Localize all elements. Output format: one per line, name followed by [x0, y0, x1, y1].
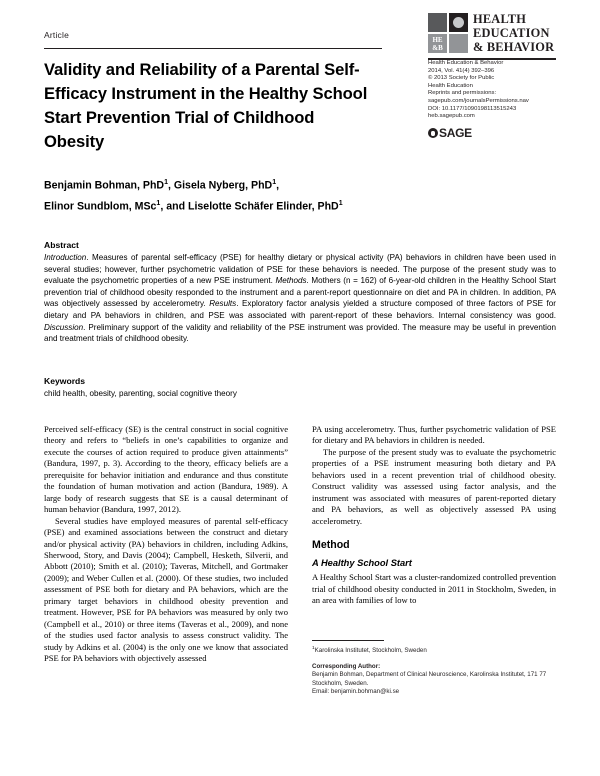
logo-badge-line1: HE: [432, 36, 443, 44]
logo-cell-mid: [449, 34, 468, 53]
abstract-body: [44, 252, 556, 345]
author-1-affiliation-marker: 1: [164, 179, 168, 186]
author-2-affiliation-marker: 1: [272, 179, 277, 186]
sage-wordmark: SAGE: [439, 126, 472, 140]
sage-publisher-logo: [428, 126, 472, 140]
logo-emblem-icon: [449, 13, 468, 32]
paragraph: The purpose of the present study was to evaluate the psychometric properties of a PSE instrument measuring both dietary and PA behaviors used in a recent prevention trial of childhood obesity. Construct validity was assessed using factor analysis, and the instrument was associated with measures of parent-reported dietary and PA behaviors, as well as objectively assessed PA using accelerometry.: [312, 446, 556, 526]
abstract-label-methods: Methods: [275, 276, 307, 286]
footnote-block: [312, 640, 556, 697]
author-3-name: Elinor Sundblom, MSc: [44, 200, 157, 213]
corresponding-author-heading: Corresponding Author:: [312, 662, 381, 670]
corresponding-author-address: Benjamin Bohman, Department of Clinical Neuroscience, Karolinska Institutet, 171 77 Stockholm, Sweden.: [312, 671, 547, 687]
body-column-left: [44, 424, 288, 665]
journal-logo-line3: & BEHAVIOR: [473, 40, 555, 54]
masthead-copyright-2: Health Education: [428, 82, 473, 89]
paragraph: A Healthy School Start was a cluster-randomized controlled prevention trial of childhood obesity conducted in 2011 in Stockholm, Sweden, in an area with families of low to: [312, 572, 556, 605]
sage-globe-icon: [428, 128, 438, 138]
abstract-text-methods: . Mothers (n = 162) of 6-year-old children in the Healthy School Start prevention trial of childhood obesity responded to the instrument and a parent-report questionnaire on diet and PA in children. In addition, PA was objectively assessed by accelerometry.: [44, 276, 556, 309]
author-3-affiliation-marker: 1: [156, 199, 161, 207]
journal-logo: [428, 12, 556, 58]
abstract-label-introduction: Introduction: [44, 253, 87, 262]
abstract-text-discussion: . Preliminary support of the validity and reliability of the PSE instrument was provided. The measure may be useful in prevention and treatment trials of childhood obesity.: [44, 322, 556, 344]
masthead-doi[interactable]: DOI: 10.1177/1090198113515243: [428, 105, 517, 112]
logo-badge: [428, 34, 447, 53]
keywords-heading: Keywords: [44, 376, 86, 386]
author-4-affiliation-marker: 1: [338, 199, 343, 207]
masthead-copyright-1: © 2013 Society for Public: [428, 75, 495, 82]
abstract-heading: Abstract: [44, 240, 79, 250]
abstract-label-discussion: Discussion: [44, 322, 84, 332]
section-heading-method: Method: [312, 539, 350, 552]
logo-cell-dark: [428, 13, 447, 32]
journal-title-logo: [473, 12, 554, 54]
abstract-text-introduction: . Measures of parental self-efficacy (PSE) for healthy dietary or physical activity (PA) behaviors in children have been used in several studies; however, further psychometric validation of PSE for these behaviors is needed. The purpose of the present study was to evaluate the psychometric properties of a new PSE instrument.: [44, 253, 556, 286]
subsection-heading-healthy-school-start: A Healthy School Start: [312, 558, 412, 569]
journal-logo-line1: HEALTH: [473, 12, 527, 26]
author-2-name: , Gisela Nyberg, PhD: [167, 179, 273, 192]
masthead-reprints-label: Reprints and permissions:: [428, 90, 497, 97]
author-list: Benjamin Bohman, PhD$^1$, Gisela Nyberg, PhD$^1$, Elinor Sundblom, MSc$^1$, and Liselotte Schäfer Elinder, PhD$^1$: [44, 179, 343, 213]
page-title: Validity and Reliability of a Parental Self-Efficacy Instrument in the Healthy School Start Prevention Trial of Childhood Obesity: [44, 60, 368, 151]
footnote-divider: [312, 640, 384, 641]
journal-logo-grid: [428, 13, 468, 54]
keywords-list: child health, obesity, parenting, social cognitive theory: [44, 389, 237, 398]
journal-logo-line2: EDUCATION: [473, 26, 550, 40]
paragraph: PA using accelerometry. Thus, further psychometric validation of PSE for dietary and PA behaviors in children is needed.: [312, 424, 556, 446]
footnote-affiliation: [312, 645, 556, 656]
footnote-affiliation-text: Karolinska Institutet, Stockholm, Sweden: [314, 647, 427, 655]
header-divider: [44, 48, 382, 49]
paragraph: Several studies have employed measures of parental self-efficacy (PSE) and examined associations between the construct and dietary and/or physical activity (PA) behaviors in children, including Adkins, Sherwood, Story, and Davis (2004); Campbell, Hesketh, Silverii, and Abbott (2010); Smith et al. (2010); Taveras, Mitchell, and Gortmaker (2009); and Weber Cullen et al. (2000). Of these studies, two included assessment of PSE both for dietary and PA behaviors, which are the primary target behaviors in childhood obesity prevention and treatment. However, PSE for PA behaviors was measured by only two (Campbell et al., 2010) or three items (Taveras et al., 2009), and none of the studies used factor analysis to assess construct validity. The study by Adkins et al. (2004) is the only one we know that associated PSE for PA behaviors with objectively assessed: [44, 515, 288, 664]
masthead-volume-pages: 2014, Vol. 41(4) 392–396: [428, 67, 495, 74]
paragraph: Perceived self-efficacy (SE) is the central construct in social cognitive theory and refers to “beliefs in one’s capabilities to organize and execute the courses of action required to produce given attainments” (Bandura, 1997, p. 3). According to the theory, efficacy beliefs are a prerequisite for behavior initiation and endurance and thus constitute the foundation of human motivation and action (Bandura, 1989). A large body of research suggests that SE is a causal determinant of human behavior (Bandura, 1997, 2012).: [44, 424, 288, 515]
logo-badge-line2: &B: [432, 44, 443, 52]
corresponding-author-email[interactable]: Email: benjamin.bohman@ki.se: [312, 688, 400, 696]
body-column-right: [312, 424, 556, 606]
abstract-label-results: Results: [209, 299, 237, 309]
footnote-affiliation-marker: 1: [312, 646, 315, 651]
abstract-text-results: . Exploratory factor analysis yielded a structure composed of three factors of PSE for dietary and PA behaviors in children, and PSE was associated with parent-report of these behaviors. Internal consistency was good.: [44, 299, 556, 320]
author-1-name: Benjamin Bohman, PhD: [44, 179, 165, 192]
masthead-journal-name: Health Education & Behavior: [428, 60, 504, 66]
journal-masthead: [428, 60, 568, 121]
article-type-label: Article: [44, 30, 70, 40]
author-4-name: , and Liselotte Schäfer Elinder, PhD: [160, 200, 339, 213]
masthead-permissions-url[interactable]: sagepub.com/journalsPermissions.nav: [428, 97, 529, 104]
masthead-journal-url[interactable]: heb.sagepub.com: [428, 113, 475, 120]
